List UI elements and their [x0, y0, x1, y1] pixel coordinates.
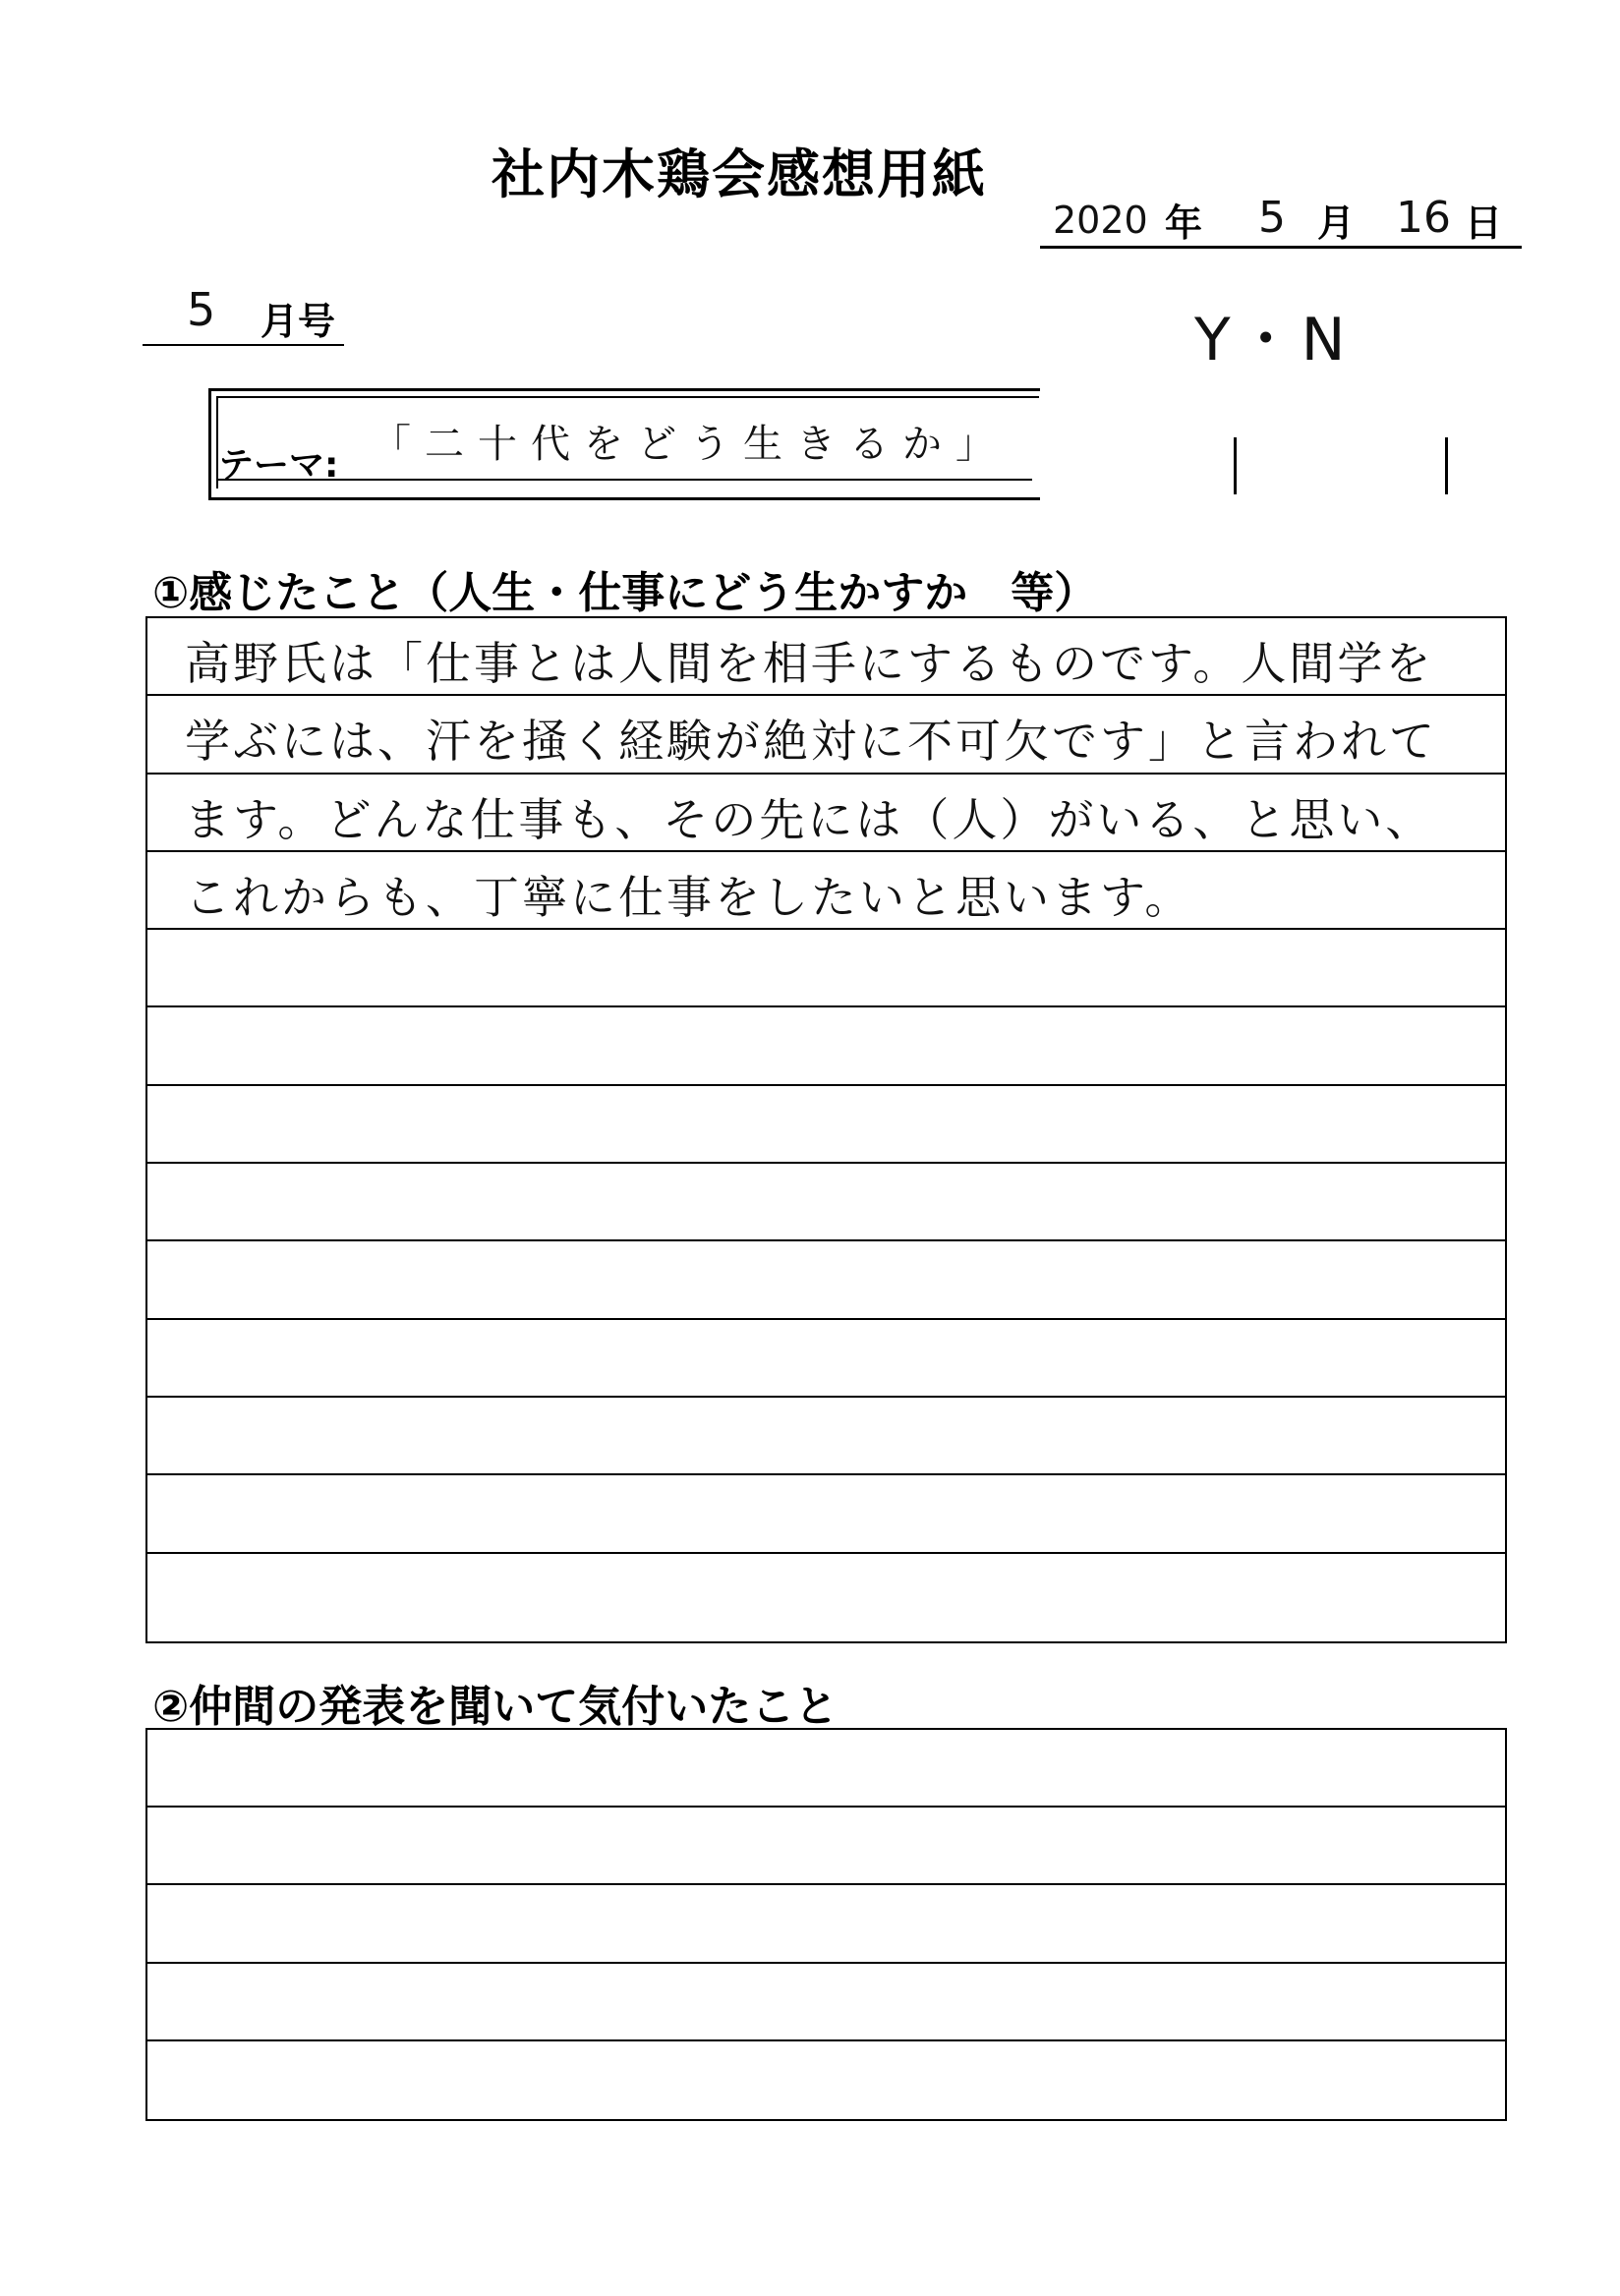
- date-month-label: 月: [1317, 201, 1356, 245]
- lined-row: [147, 618, 1505, 696]
- lined-row: [147, 1007, 1505, 1085]
- lined-row: [147, 1241, 1505, 1319]
- theme-box-right-edge: [1445, 437, 1448, 494]
- handwritten-line: 高野氏は「仕事とは人間を相手にするものです。人間学を: [185, 637, 1434, 690]
- section2-heading: ②仲間の発表を聞いて気付いたこと: [152, 1682, 839, 1732]
- date-year-label: 年: [1165, 201, 1203, 245]
- date-month-value: 5: [1258, 193, 1286, 243]
- lined-row: [147, 696, 1505, 774]
- lined-row: [147, 1964, 1505, 2041]
- date-underline: [1040, 246, 1522, 249]
- lined-row: [147, 1885, 1505, 1963]
- issue-underline: [143, 344, 344, 346]
- lined-row: [147, 2041, 1505, 2119]
- handwritten-line: これからも、丁寧に仕事をしたいと思います。: [185, 870, 1193, 924]
- lined-row: [147, 1398, 1505, 1475]
- date-day-value: 16: [1396, 193, 1451, 243]
- lined-row: [147, 1320, 1505, 1398]
- form-title: 社内木鶏会感想用紙: [492, 144, 987, 205]
- lined-row: [147, 852, 1505, 930]
- section2-lined-box: [145, 1728, 1507, 2121]
- lined-row: [147, 1164, 1505, 1241]
- lined-row: [147, 1086, 1505, 1164]
- section1-heading: ①感じたこと（人生・仕事にどう生かすか 等）: [152, 568, 1098, 618]
- date-day-label: 日: [1465, 201, 1503, 245]
- lined-row: [147, 1730, 1505, 1808]
- lined-row: [147, 1554, 1505, 1632]
- theme-box-right-edge: [1234, 437, 1237, 494]
- section1-lined-box: [145, 616, 1507, 1643]
- lined-row: [147, 775, 1505, 852]
- lined-row: [147, 930, 1505, 1007]
- issue-month-label: 月号: [260, 300, 336, 343]
- theme-underline: [218, 479, 1032, 481]
- theme-label: テーマ:: [218, 445, 339, 486]
- author-initials: Y・N: [1194, 306, 1352, 374]
- lined-row: [147, 1808, 1505, 1885]
- date-year-value: 2020: [1053, 199, 1148, 242]
- theme-text: 「二十代をどう生きるか」: [372, 422, 1009, 467]
- lined-row: [147, 1475, 1505, 1553]
- handwritten-line: ます。どんな仕事も、その先には（人）がいる、と思い、: [185, 792, 1434, 846]
- handwritten-line: 学ぶには、汗を掻く経験が絶対に不可欠です」と言われて: [185, 715, 1437, 769]
- issue-month-value: 5: [187, 283, 216, 336]
